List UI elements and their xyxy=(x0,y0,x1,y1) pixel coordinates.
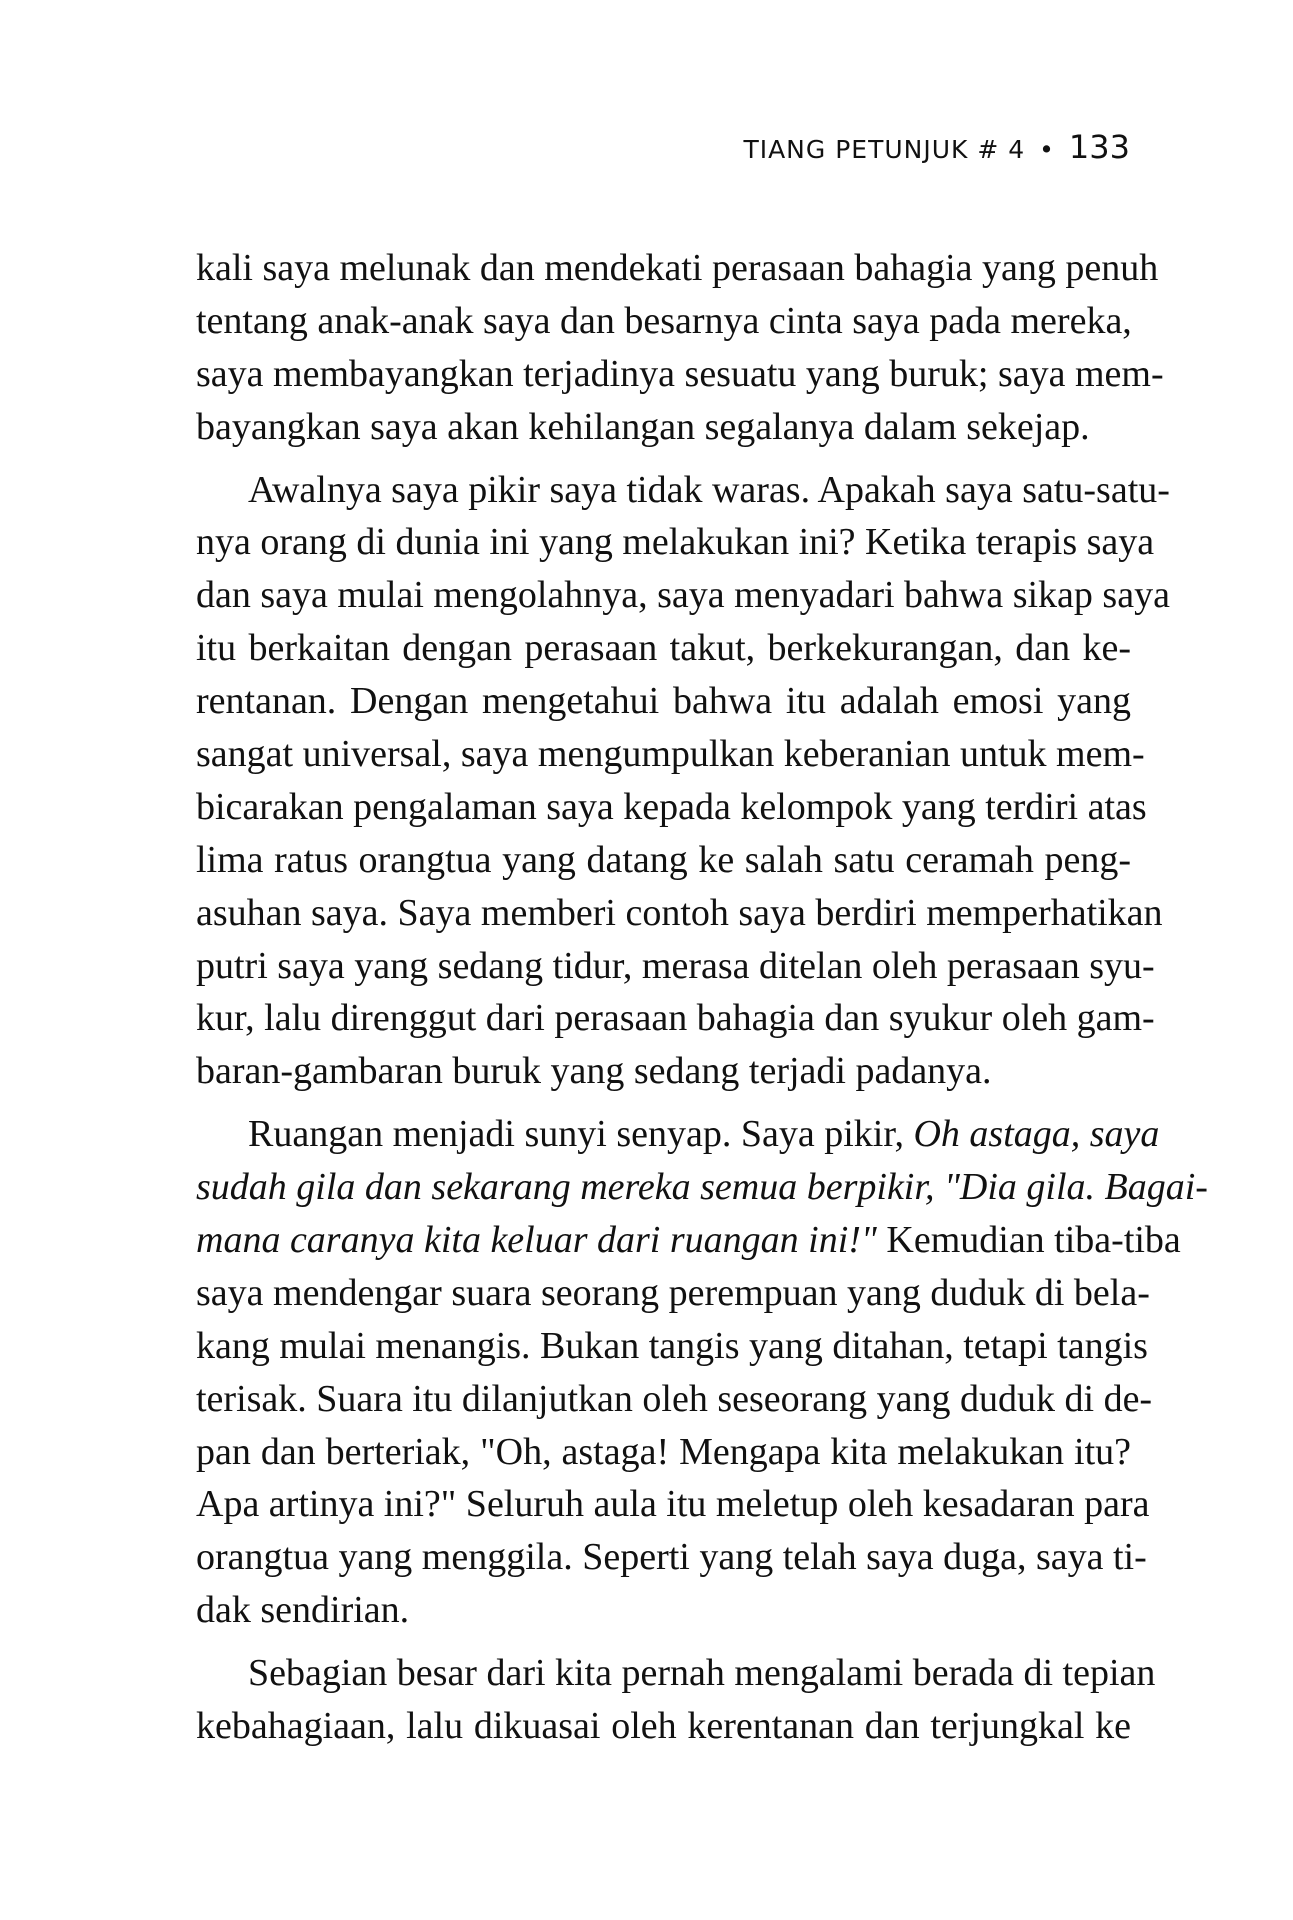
page-number: 133 xyxy=(1068,128,1130,166)
text-line: bayangkan saya akan kehilangan segalanya dalam sekejap. xyxy=(196,405,1090,448)
text-line: Sebagian besar dari kita pernah mengalami berada di tepian xyxy=(248,1652,1156,1695)
running-title: TIANG PETUNJUK # 4 xyxy=(743,135,1026,164)
header-separator: • xyxy=(1039,135,1055,164)
text-line: terisak. Suara itu dilanjutkan oleh seseorang yang duduk di de- xyxy=(196,1377,1153,1420)
text-line: kebahagiaan, lalu dikuasai oleh kerentanan dan terjungkal ke xyxy=(196,1705,1131,1748)
running-header xyxy=(743,128,1130,166)
paragraph-1 xyxy=(196,242,1164,454)
italic-text-run: Oh astaga, saya xyxy=(913,1113,1160,1156)
paragraph-2 xyxy=(196,464,1170,1099)
text-run: Ruangan menjadi sunyi senyap. Saya pikir, xyxy=(248,1113,914,1156)
text-line: nya orang di dunia ini yang melakukan ini? Ketika terapis saya xyxy=(196,521,1155,564)
italic-text-run: mana caranya kita keluar dari ruangan ini!" xyxy=(196,1219,877,1262)
text-line: itu berkaitan dengan perasaan takut, berkekurangan, dan ke- xyxy=(196,627,1131,670)
text-line: sangat universal, saya mengumpulkan keberanian untuk mem- xyxy=(196,733,1145,776)
text-line: saya mendengar suara seorang perempuan yang duduk di bela- xyxy=(196,1271,1150,1314)
text-line: Apa artinya ini?" Seluruh aula itu meletup oleh kesadaran para xyxy=(196,1483,1150,1526)
text-line: kang mulai menangis. Bukan tangis yang ditahan, tetapi tangis xyxy=(196,1324,1148,1367)
text-line: putri saya yang sedang tidur, merasa ditelan oleh perasaan syu- xyxy=(196,944,1155,987)
paragraph-3 xyxy=(196,1108,1208,1637)
text-line: pan dan berteriak, "Oh, astaga! Mengapa kita melakukan itu? xyxy=(196,1430,1131,1473)
text-line xyxy=(196,1108,1160,1161)
text-run: Kemudian tiba-tiba xyxy=(876,1219,1181,1262)
text-line: asuhan saya. Saya memberi contoh saya berdiri memperhatikan xyxy=(196,891,1163,934)
text-line: dan saya mulai mengolahnya, saya menyadari bahwa sikap saya xyxy=(196,574,1170,617)
text-line: bicarakan pengalaman saya kepada kelompok yang terdiri atas xyxy=(196,785,1147,828)
body-text xyxy=(196,242,1208,1753)
paragraph-4 xyxy=(196,1647,1156,1753)
text-line: rentanan. Dengan mengetahui bahwa itu adalah emosi yang xyxy=(196,680,1131,723)
text-line xyxy=(196,1214,1181,1267)
text-line: Awalnya saya pikir saya tidak waras. Apakah saya satu-satu- xyxy=(248,468,1170,511)
text-line: baran-gambaran buruk yang sedang terjadi padanya. xyxy=(196,1050,992,1093)
text-line: saya membayangkan terjadinya sesuatu yang buruk; saya mem- xyxy=(196,352,1164,395)
text-line: orangtua yang menggila. Seperti yang telah saya duga, saya ti- xyxy=(196,1536,1147,1579)
italic-text-line: sudah gila dan sekarang mereka semua berpikir, "Dia gila. Bagai- xyxy=(196,1166,1208,1209)
text-line: kur, lalu direnggut dari perasaan bahagia dan syukur oleh gam- xyxy=(196,997,1155,1040)
text-line: dak sendirian. xyxy=(196,1589,410,1632)
text-line: lima ratus orangtua yang datang ke salah satu ceramah peng- xyxy=(196,838,1131,881)
text-line: kali saya melunak dan mendekati perasaan bahagia yang penuh xyxy=(196,247,1159,289)
text-line: tentang anak-anak saya dan besarnya cinta saya pada mereka, xyxy=(196,299,1132,342)
